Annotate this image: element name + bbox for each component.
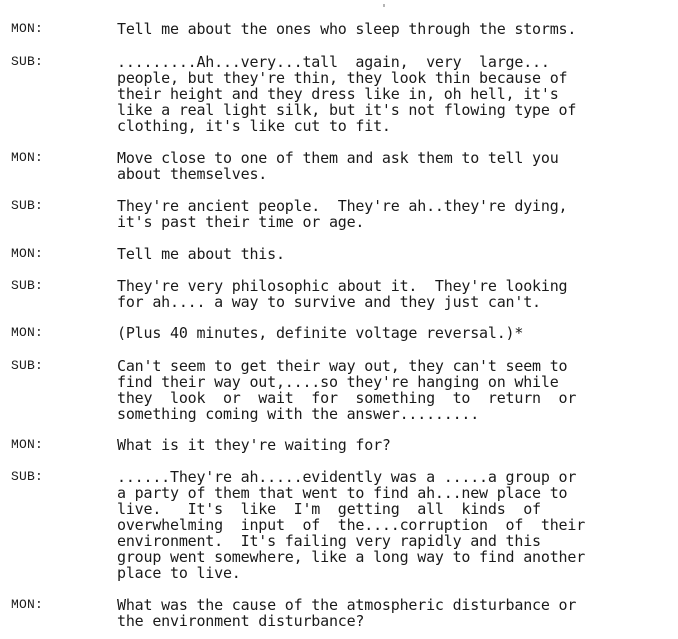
dialogue-text: Can't seem to get their way out, they can't seem to find their way out,....so they're hanging on while they look or wait for something to return or something coming with the answer......... [117,357,577,423]
dialogue-text: .........Ah...very...tall again, very large... people, but they're thin, they look thin because of their height and they dress like in, oh hell, it's like a real light silk, but it's not flowing type of clothing, it's like cut to fit. [117,53,577,135]
speaker-label: MON: [11,246,44,261]
dialogue-text: ......They're ah.....evidently was a .....a group or a party of them that went to find ah...new place to live. It's like I'm getting all kinds of overwhelming input of the....corruption of their environment. It's failing very rapidly and this group went somewhere, like a long way to find another place to live. [117,468,586,582]
speaker-label: SUB: [11,358,44,373]
speaker-label: SUB: [11,54,44,69]
speaker-label: MON: [11,437,44,452]
speaker-label: SUB: [11,198,44,213]
dialogue-text: What was the cause of the atmospheric disturbance or the environment disturbance? [117,596,577,630]
speaker-label: SUB: [11,469,44,484]
dialogue-text: Move close to one of them and ask them to tell you about themselves. [117,149,559,183]
speaker-label: MON: [11,597,44,612]
dialogue-text: They're very philosophic about it. They're looking for ah.... a way to survive and they just can't. [117,277,568,311]
scan-speck [383,4,385,7]
dialogue-text: Tell me about the ones who sleep through the storms. [117,20,577,38]
dialogue-text: Tell me about this. [117,245,285,263]
dialogue-text: (Plus 40 minutes, definite voltage reversal.)* [117,324,524,342]
speaker-label: MON: [11,21,44,36]
speaker-label: SUB: [11,278,44,293]
dialogue-text: They're ancient people. They're ah..they're dying, it's past their time or age. [117,197,568,231]
dialogue-text: What is it they're waiting for? [117,436,391,454]
speaker-label: MON: [11,325,44,340]
speaker-label: MON: [11,150,44,165]
